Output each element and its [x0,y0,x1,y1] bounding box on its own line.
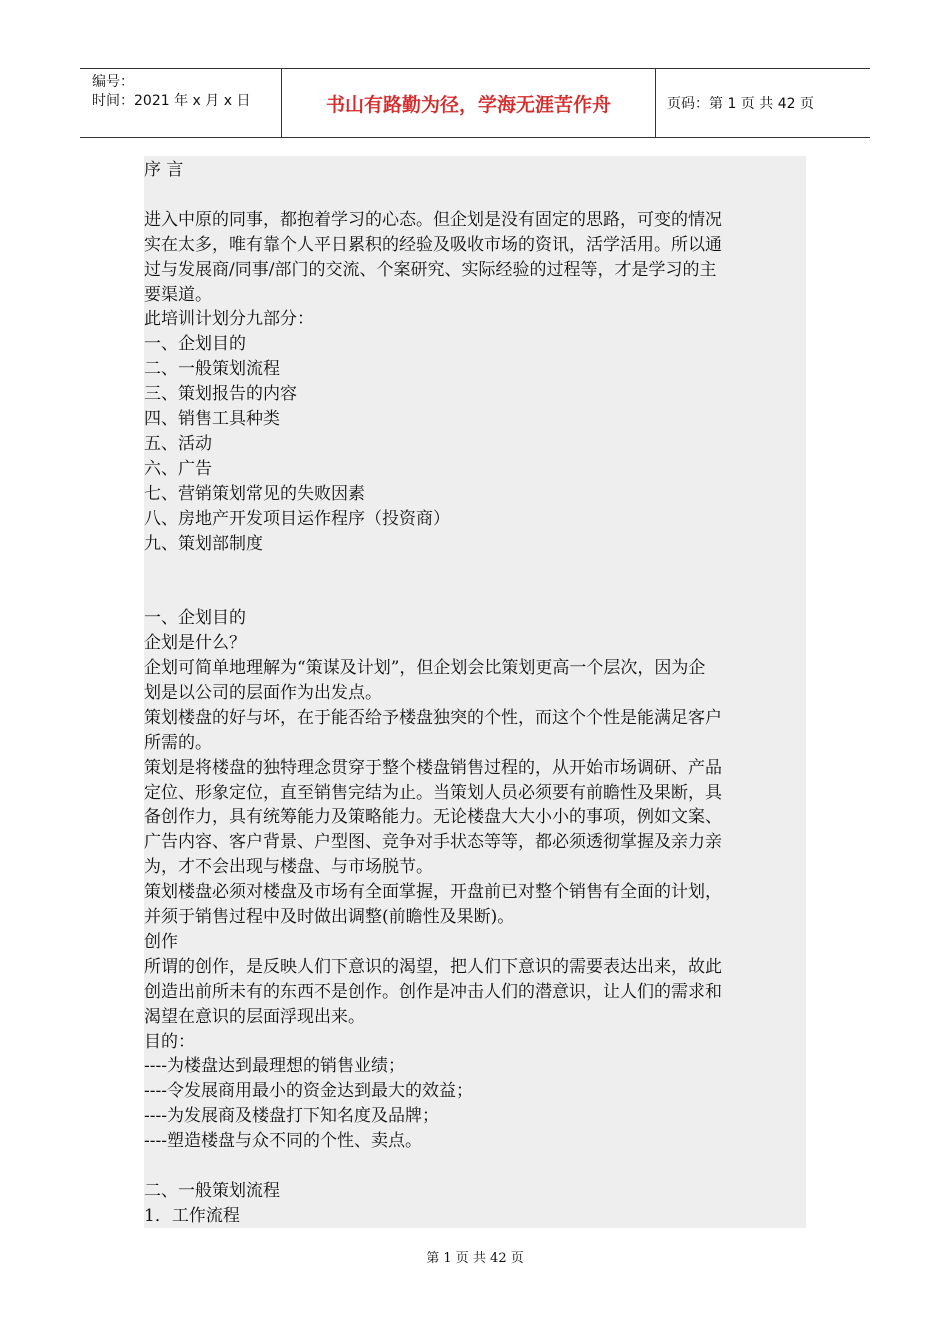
body-line: 五、活动 [144,433,212,454]
body-line: 三、策划报告的内容 [144,384,297,405]
body-line: 二、一般策划流程 [144,1180,280,1201]
body-line: 实在太多，唯有靠个人平日累积的经验及吸收市场的资讯，活学活用。所以通 [144,234,722,255]
body-line: 序 言 [144,160,184,180]
body-line: 备创作力，具有统筹能力及策略能力。无论楼盘大大小小的事项，例如文案、 [144,807,722,828]
body-line: ----为楼盘达到最理想的销售业绩； [144,1056,405,1077]
body-line: 1．工作流程 [144,1205,240,1226]
body-line: 一、企划目的 [144,334,246,355]
body-line: 一、企划目的 [144,608,246,629]
body-line: 四、销售工具种类 [144,409,280,429]
body-line: 目的： [144,1031,195,1052]
header-motto-cell [281,69,656,137]
header-meta [80,69,280,137]
header-motto: 书山有路勤为径，学海无涯苦作舟 [325,93,611,116]
body-line: 创作 [144,931,178,952]
document-number-label: 编号： [92,74,134,90]
body-line: 渴望在意识的层面浮现出来。 [144,1006,365,1027]
document-date-label: 时间：2021 年 x 月 x 日 [92,93,251,109]
body-line: 策划是将楼盘的独特理念贯穿于整个楼盘销售过程的，从开始市场调研、产品 [144,757,722,778]
body-line: 策划楼盘的好与坏，在于能否给予楼盘独突的个性，而这个个性是能满足客户 [144,707,722,728]
body-line: 过与发展商/同事/部门的交流、个案研究、实际经验的过程等，才是学习的主 [144,259,717,280]
body-line: 所需的。 [144,732,212,753]
document-body [144,156,806,1228]
body-line: 所谓的创作，是反映人们下意识的渴望，把人们下意识的需要表达出来，故此 [144,956,722,977]
header-page-cell [655,69,870,137]
page-footer: 第 1 页 共 42 页 [426,1251,524,1266]
body-line: ----为发展商及楼盘打下知名度及品牌； [144,1106,439,1127]
body-line: 划是以公司的层面作为出发点。 [144,682,382,703]
body-line: 七、营销策划常见的失败因素 [144,483,365,504]
body-line: 此培训计划分九部分： [144,309,314,330]
body-line: 企划可简单地理解为“策谋及计划”，但企划会比策划更高一个层次，因为企 [144,658,706,678]
body-line: 二、一般策划流程 [144,359,280,380]
body-line: 为，才不会出现与楼盘、与市场脱节。 [144,857,433,878]
page-header [80,68,870,138]
body-line: 创造出前所未有的东西不是创作。创作是冲击人们的潜意识，让人们的需求和 [144,981,722,1002]
body-line: 并须于销售过程中及时做出调整(前瞻性及果断)。 [144,907,515,927]
body-line: ----塑造楼盘与众不同的个性、卖点。 [144,1131,422,1152]
body-line: 企划是什么？ [144,633,246,654]
body-line: 定位、形象定位，直至销售完结为止。当策划人员必须要有前瞻性及果断，具 [144,782,722,803]
body-line: 策划楼盘必须对楼盘及市场有全面掌握，开盘前已对整个销售有全面的计划， [144,882,722,903]
body-line: 六、广告 [144,458,212,479]
header-page-label: 页码：第 1 页 共 42 页 [667,96,814,112]
body-line: ----令发展商用最小的资金达到最大的效益； [144,1081,473,1102]
body-line: 要渠道。 [144,284,212,305]
body-line: 八、房地产开发项目运作程序（投资商） [144,508,450,529]
body-line: 进入中原的同事，都抱着学习的心态。但企划是没有固定的思路，可变的情况 [144,209,722,230]
body-line: 广告内容、客户背景、户型图、竞争对手状态等等，都必须透彻掌握及亲力亲 [144,832,722,853]
body-line: 九、策划部制度 [144,533,263,554]
